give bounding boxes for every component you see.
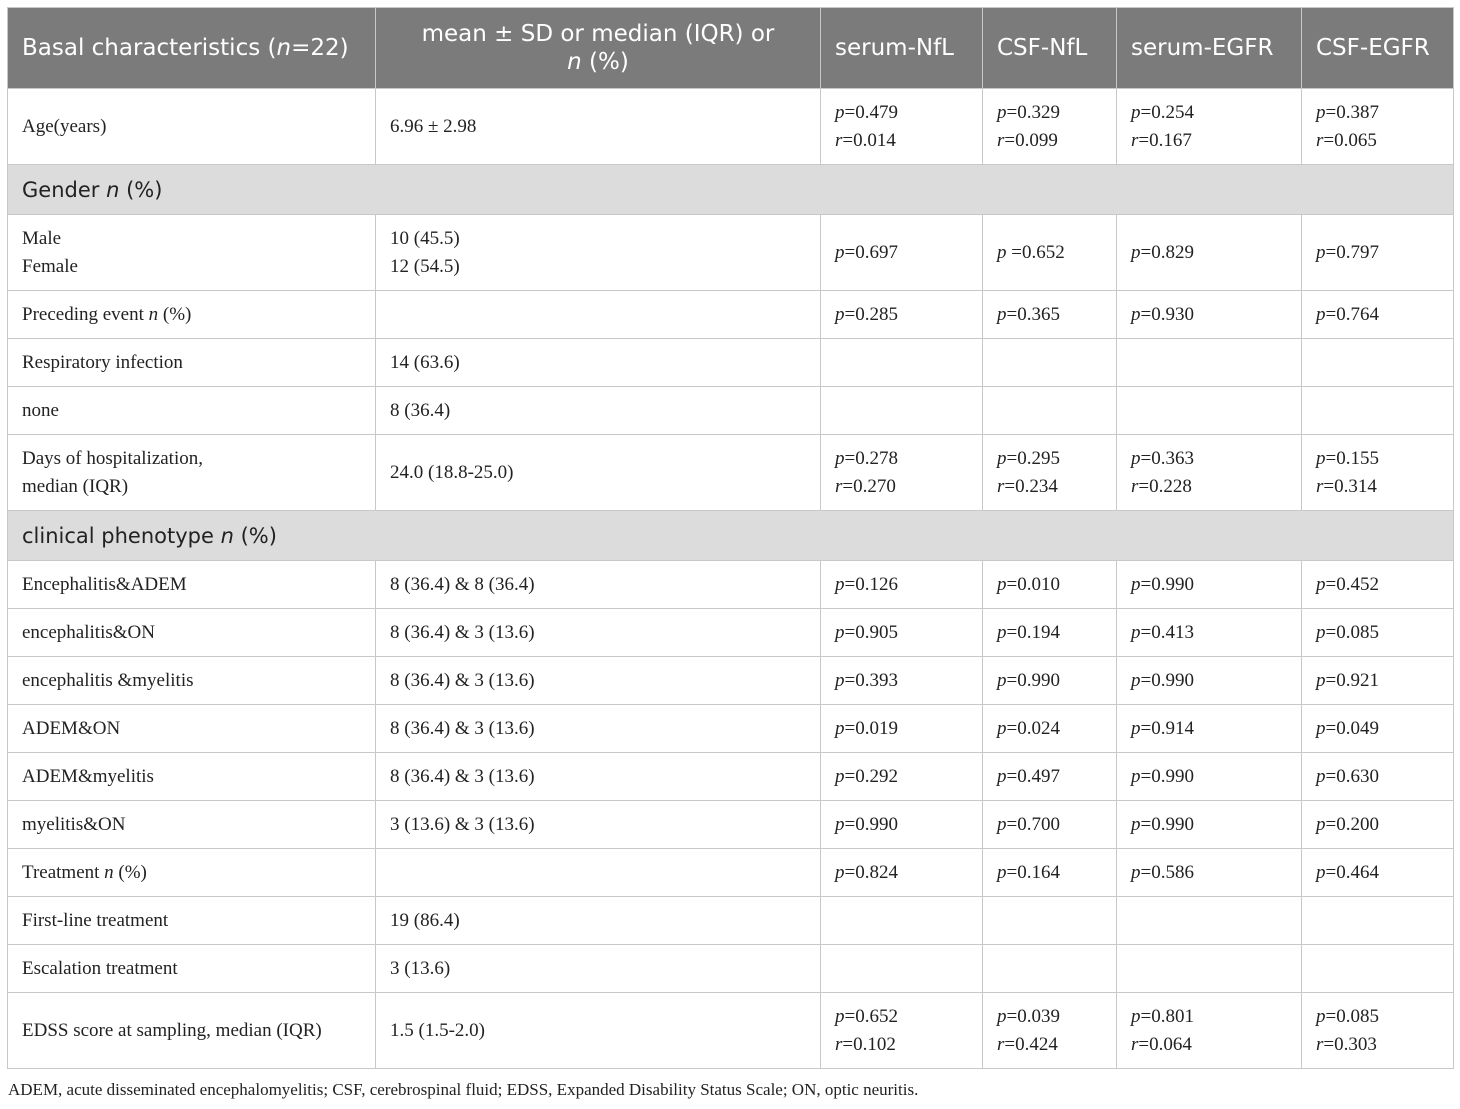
serum-nfl-stat: p=0.824: [821, 849, 983, 897]
csf-egfr-stat: [1302, 387, 1454, 435]
csf-nfl-stat: [983, 897, 1117, 945]
serum-nfl-stat: p=0.479 r=0.014: [821, 89, 983, 165]
serum-egfr-stat: [1117, 897, 1302, 945]
csf-egfr-stat: p=0.921: [1302, 657, 1454, 705]
row-label: Age(years): [8, 89, 376, 165]
csf-egfr-stat: [1302, 897, 1454, 945]
csf-egfr-stat: p=0.387 r=0.065: [1302, 89, 1454, 165]
row-value: [376, 291, 821, 339]
serum-nfl-stat: p=0.990: [821, 801, 983, 849]
table-row: [8, 387, 1454, 435]
row-label: Treatment n (%): [8, 849, 376, 897]
csf-nfl-stat: [983, 945, 1117, 993]
csf-nfl-stat: p=0.365: [983, 291, 1117, 339]
row-label: Encephalitis&ADEM: [8, 561, 376, 609]
csf-nfl-stat: p=0.194: [983, 609, 1117, 657]
csf-egfr-stat: p=0.085: [1302, 609, 1454, 657]
row-label: Escalation treatment: [8, 945, 376, 993]
row-label: First-line treatment: [8, 897, 376, 945]
table-row: [8, 89, 1454, 165]
row-value: [376, 849, 821, 897]
table-row: [8, 945, 1454, 993]
serum-nfl-stat: p=0.652 r=0.102: [821, 993, 983, 1069]
serum-nfl-stat: p=0.278 r=0.270: [821, 435, 983, 511]
csf-egfr-stat: [1302, 339, 1454, 387]
csf-nfl-stat: p=0.024: [983, 705, 1117, 753]
row-value: 24.0 (18.8-25.0): [376, 435, 821, 511]
header-serum-egfr: serum-EGFR: [1117, 8, 1302, 89]
csf-nfl-stat: p =0.652: [983, 215, 1117, 291]
csf-egfr-stat: p=0.049: [1302, 705, 1454, 753]
row-value: 8 (36.4) & 8 (36.4): [376, 561, 821, 609]
row-value: 10 (45.5) 12 (54.5): [376, 215, 821, 291]
serum-nfl-stat: p=0.393: [821, 657, 983, 705]
row-label: Respiratory infection: [8, 339, 376, 387]
table-body: [8, 89, 1454, 1069]
row-value: 8 (36.4) & 3 (13.6): [376, 609, 821, 657]
csf-egfr-stat: p=0.155 r=0.314: [1302, 435, 1454, 511]
csf-egfr-stat: p=0.797: [1302, 215, 1454, 291]
csf-nfl-stat: p=0.164: [983, 849, 1117, 897]
header-csf-nfl: CSF-NfL: [983, 8, 1117, 89]
serum-nfl-stat: p=0.019: [821, 705, 983, 753]
row-value: 6.96 ± 2.98: [376, 89, 821, 165]
csf-egfr-stat: p=0.630: [1302, 753, 1454, 801]
serum-nfl-stat: p=0.126: [821, 561, 983, 609]
table-footnote: ADEM, acute disseminated encephalomyelitis; CSF, cerebrospinal fluid; EDSS, Expanded Disability Status Scale; ON, optic neuritis.: [8, 1080, 919, 1099]
row-label: none: [8, 387, 376, 435]
row-value: 3 (13.6) & 3 (13.6): [376, 801, 821, 849]
serum-nfl-stat: [821, 897, 983, 945]
section-heading: clinical phenotype n (%): [8, 511, 1454, 561]
row-label: encephalitis&ON: [8, 609, 376, 657]
section-row: [8, 511, 1454, 561]
table-row: [8, 339, 1454, 387]
row-value: 1.5 (1.5-2.0): [376, 993, 821, 1069]
csf-nfl-stat: p=0.990: [983, 657, 1117, 705]
table-row: [8, 753, 1454, 801]
csf-nfl-stat: p=0.497: [983, 753, 1117, 801]
row-label: Days of hospitalization, median (IQR): [8, 435, 376, 511]
table-row: [8, 215, 1454, 291]
csf-egfr-stat: p=0.085 r=0.303: [1302, 993, 1454, 1069]
header-summary-statistic: mean ± SD or median (IQR) or n (%): [376, 8, 821, 89]
serum-nfl-stat: p=0.697: [821, 215, 983, 291]
csf-egfr-stat: p=0.452: [1302, 561, 1454, 609]
csf-nfl-stat: [983, 339, 1117, 387]
serum-nfl-stat: p=0.285: [821, 291, 983, 339]
serum-egfr-stat: p=0.586: [1117, 849, 1302, 897]
serum-egfr-stat: p=0.930: [1117, 291, 1302, 339]
table-row: [8, 657, 1454, 705]
table-row: [8, 849, 1454, 897]
row-value: 8 (36.4) & 3 (13.6): [376, 753, 821, 801]
serum-egfr-stat: p=0.413: [1117, 609, 1302, 657]
csf-nfl-stat: p=0.295 r=0.234: [983, 435, 1117, 511]
table-row: [8, 561, 1454, 609]
serum-egfr-stat: p=0.829: [1117, 215, 1302, 291]
results-table: [7, 7, 1454, 1069]
serum-nfl-stat: [821, 945, 983, 993]
serum-egfr-stat: p=0.990: [1117, 561, 1302, 609]
serum-nfl-stat: p=0.905: [821, 609, 983, 657]
serum-egfr-stat: p=0.990: [1117, 753, 1302, 801]
row-value: 8 (36.4): [376, 387, 821, 435]
row-value: 19 (86.4): [376, 897, 821, 945]
row-label: EDSS score at sampling, median (IQR): [8, 993, 376, 1069]
csf-egfr-stat: [1302, 945, 1454, 993]
serum-egfr-stat: p=0.801 r=0.064: [1117, 993, 1302, 1069]
csf-nfl-stat: p=0.039 r=0.424: [983, 993, 1117, 1069]
row-label: encephalitis &myelitis: [8, 657, 376, 705]
serum-egfr-stat: [1117, 945, 1302, 993]
csf-nfl-stat: [983, 387, 1117, 435]
header-basal-characteristics: Basal characteristics (n=22): [8, 8, 376, 89]
row-label: Preceding event n (%): [8, 291, 376, 339]
row-value: 8 (36.4) & 3 (13.6): [376, 657, 821, 705]
serum-nfl-stat: p=0.292: [821, 753, 983, 801]
row-value: 14 (63.6): [376, 339, 821, 387]
csf-egfr-stat: p=0.200: [1302, 801, 1454, 849]
row-label: myelitis&ON: [8, 801, 376, 849]
csf-egfr-stat: p=0.764: [1302, 291, 1454, 339]
row-value: 3 (13.6): [376, 945, 821, 993]
row-label: Male Female: [8, 215, 376, 291]
section-row: [8, 165, 1454, 215]
row-label: ADEM&myelitis: [8, 753, 376, 801]
table-row: [8, 435, 1454, 511]
serum-egfr-stat: p=0.254 r=0.167: [1117, 89, 1302, 165]
header-row: [8, 8, 1454, 89]
header-serum-nfl: serum-NfL: [821, 8, 983, 89]
csf-nfl-stat: p=0.700: [983, 801, 1117, 849]
serum-egfr-stat: p=0.990: [1117, 801, 1302, 849]
serum-nfl-stat: [821, 339, 983, 387]
row-value: 8 (36.4) & 3 (13.6): [376, 705, 821, 753]
table-row: [8, 291, 1454, 339]
table-row: [8, 609, 1454, 657]
header-csf-egfr: CSF-EGFR: [1302, 8, 1454, 89]
serum-egfr-stat: p=0.914: [1117, 705, 1302, 753]
table-row: [8, 705, 1454, 753]
serum-egfr-stat: [1117, 387, 1302, 435]
csf-nfl-stat: p=0.010: [983, 561, 1117, 609]
csf-nfl-stat: p=0.329 r=0.099: [983, 89, 1117, 165]
serum-egfr-stat: p=0.990: [1117, 657, 1302, 705]
table-row: [8, 993, 1454, 1069]
row-label: ADEM&ON: [8, 705, 376, 753]
section-heading: Gender n (%): [8, 165, 1454, 215]
table-row: [8, 801, 1454, 849]
serum-egfr-stat: [1117, 339, 1302, 387]
serum-nfl-stat: [821, 387, 983, 435]
csf-egfr-stat: p=0.464: [1302, 849, 1454, 897]
serum-egfr-stat: p=0.363 r=0.228: [1117, 435, 1302, 511]
table-row: [8, 897, 1454, 945]
